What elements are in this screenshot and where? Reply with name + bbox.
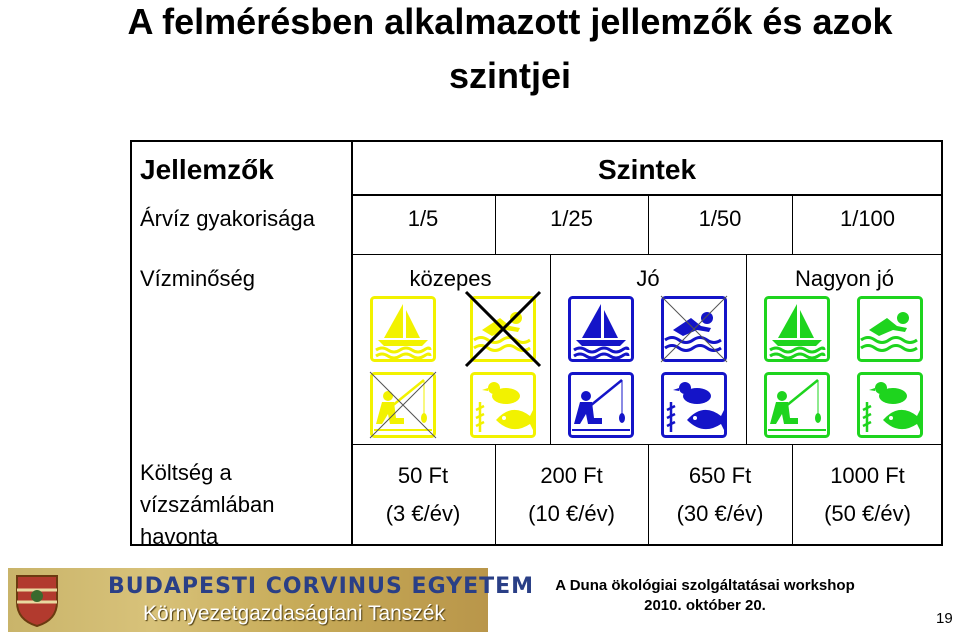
vizminoseg-level-nagyon-jo: Nagyon jó bbox=[794, 266, 895, 291]
page-number: 19 bbox=[936, 610, 953, 627]
fishing-icon-crossed bbox=[370, 372, 436, 438]
arviz-level-2: 1/25 bbox=[550, 206, 593, 231]
koltseg-level-2 bbox=[495, 457, 648, 533]
koltseg-level-1 bbox=[351, 457, 495, 533]
slide-footer bbox=[0, 568, 960, 635]
koltseg-amount-2: 200 Ft bbox=[540, 463, 603, 488]
vizminoseg-label: Vízminőség bbox=[140, 266, 255, 291]
arviz-level-1: 1/5 bbox=[407, 206, 439, 231]
vizminoseg-level-kozepes: közepes bbox=[409, 266, 492, 291]
slide-title-line1: A felmérésben alkalmazott jellemzők és azok bbox=[127, 1, 893, 42]
koltseg-per-year-2: (10 €/év) bbox=[528, 501, 615, 526]
row-divider-header bbox=[351, 194, 943, 196]
university-crest-icon bbox=[12, 572, 62, 628]
arviz-label: Árvíz gyakorisága bbox=[140, 206, 315, 231]
koltseg-label-line1: Költség a bbox=[140, 460, 232, 485]
sailboat-icon bbox=[370, 296, 436, 362]
swimmer-icon bbox=[857, 296, 923, 362]
sailboat-icon bbox=[764, 296, 830, 362]
swimmer-icon-crossed bbox=[661, 296, 727, 362]
fishing-icon bbox=[568, 372, 634, 438]
university-name: BUDAPESTI CORVINUS EGYETEM bbox=[108, 574, 535, 599]
arviz-level-3: 1/50 bbox=[698, 206, 742, 231]
workshop-date: 2010. október 20. bbox=[644, 597, 766, 614]
row-divider-viz bbox=[351, 444, 943, 445]
arviz-level-4: 1/100 bbox=[839, 206, 896, 231]
university-banner bbox=[8, 568, 535, 632]
koltseg-amount-1: 50 Ft bbox=[397, 463, 449, 488]
header-szintek: Szintek bbox=[597, 154, 697, 185]
koltseg-per-year-4: (50 €/év) bbox=[824, 501, 911, 526]
koltseg-label-line2: vízszámlában bbox=[140, 492, 275, 517]
duck-fish-icon bbox=[857, 372, 923, 438]
koltseg-level-4 bbox=[792, 457, 943, 533]
header-jellemzok: Jellemzők bbox=[140, 154, 274, 185]
koltseg-label-line3: havonta bbox=[140, 524, 219, 549]
swimmer-icon-crossed bbox=[470, 296, 536, 362]
duck-fish-icon bbox=[661, 372, 727, 438]
koltseg-per-year-3: (30 €/év) bbox=[676, 501, 764, 526]
slide-title-line2: szintjei bbox=[448, 55, 572, 96]
koltseg-amount-3: 650 Ft bbox=[688, 463, 752, 488]
fishing-icon bbox=[764, 372, 830, 438]
sailboat-icon bbox=[568, 296, 634, 362]
department-name: Környezetgazdaságtani Tanszék bbox=[143, 602, 445, 625]
koltseg-level-3 bbox=[648, 457, 792, 533]
workshop-info bbox=[540, 576, 870, 616]
vizminoseg-level-jo: Jó bbox=[636, 266, 660, 291]
duck-fish-icon bbox=[470, 372, 536, 438]
koltseg-amount-4: 1000 Ft bbox=[830, 463, 905, 488]
koltseg-label bbox=[140, 457, 275, 553]
row-divider-arviz bbox=[351, 254, 943, 255]
workshop-title: A Duna ökológiai szolgáltatásai workshop bbox=[555, 577, 855, 594]
koltseg-per-year-1: (3 €/év) bbox=[385, 501, 461, 526]
